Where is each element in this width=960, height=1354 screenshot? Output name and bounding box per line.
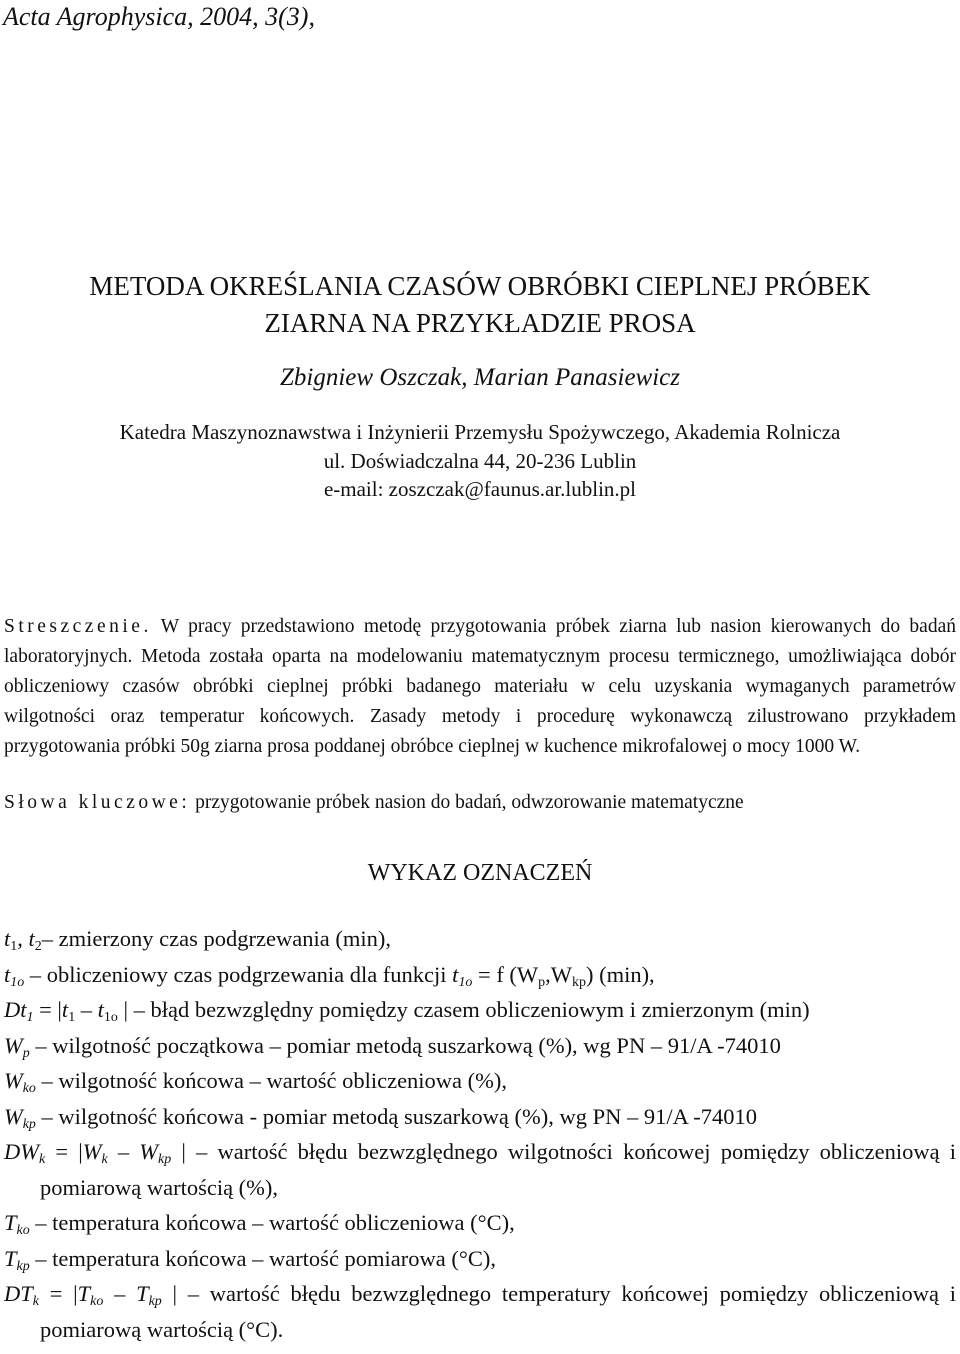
section-heading: WYKAZ OZNACZEŃ (367, 860, 593, 886)
abstract-text: W pracy przedstawiono metodę przygotowania próbek ziarna lub nasion kierowanych do badań laboratoryjnych. Metoda została oparta na modelowaniu matematycznym procesu termicznego, umożliwiająca dobór obliczeniowy czasów obróbki cieplnej próbki badanego materiału w celu uzyskania wymaganych parametrów wilgotności oraz temperatur końcowych. Zasady metody i procedurę wykonawczą zilustrowano przykładem przygotowania próbki 50g ziarna prosa poddanej obróbce cieplnej w kuchence mikrofalowej o mocy 1000 W. (4, 616, 956, 757)
symbol-list (4, 921, 956, 1347)
abstract (4, 612, 956, 762)
affiliation-line-1: Katedra Maszynoznawstwa i Inżynierii Przemysłu Spożywczego, Akademia Rolnicza (119, 420, 841, 444)
symbol-item-dw: $DW_k = |W_k - W_{kp}$ | – wartość błędu bezwzględnego wilgotności końcowej pomiędzy obliczeniową i pomiarową wartością (%), (4, 1139, 956, 1200)
symbol-item-dT: $DT_k = |T_{ko} - T_{kp}$ | – wartość błędu bezwzględnego temperatury końcowej pomiędzy obliczeniową i pomiarową wartością (°C). (4, 1281, 956, 1342)
journal-reference: Acta Agrophysica, 2004, 3(3), (3, 2, 315, 31)
symbol-item-wko: $W_{ko}$ – wilgotność końcowa – wartość obliczeniowa (%), (4, 1068, 508, 1097)
keywords (4, 788, 956, 818)
paper-title-line-2: ZIARNA NA PRZYKŁADZIE PROSA (264, 308, 696, 338)
symbol-item-tko: $T_{ko}$ – temperatura końcowa – wartość obliczeniowa (°C), (4, 1210, 515, 1239)
paper-title-line-1: METODA OKREŚLANIA CZASÓW OBRÓBKI CIEPLNEJ PRÓBEK (89, 271, 871, 301)
affiliation-line-2: ul. Doświadczalna 44, 20-236 Lublin (323, 449, 637, 473)
abstract-label: Streszczenie. (4, 616, 152, 637)
symbol-item-tkp: $T_{kp}$ – temperatura końcowa – wartość pomiarowa (°C), (4, 1245, 497, 1274)
symbol-item-wp: $W_p$ – wilgotność początkowa – pomiar metodą suszarkową (%), wg PN – 91/A -74010 (4, 1032, 781, 1061)
keywords-label: Słowa kluczowe: (4, 792, 191, 813)
symbol-item-t: $t_1$, $t_2-$ zmierzony czas podgrzewania (min), (4, 926, 391, 955)
affiliation-email: e-mail: zoszczak@faunus.ar.lublin.pl (323, 477, 637, 501)
symbol-item-dt: $Dt_1 = |t_1 - t_{1o}$ | – błąd bezwzględny pomiędzy czasem obliczeniowym i zmierzonym (min) (4, 997, 810, 1026)
authors: Zbigniew Oszczak, Marian Panasiewicz (280, 364, 680, 391)
keywords-text: przygotowanie próbek nasion do badań, odwzorowanie matematyczne (195, 792, 744, 813)
symbol-item-wkp: $W_{kp}$ – wilgotność końcowa - pomiar metodą suszarkową (%), wg PN – 91/A -74010 (4, 1103, 758, 1132)
symbol-item-t1o: $t_{1o}$ – obliczeniowy czas podgrzewania dla funkcji $t_{1o} = f$ $(W_p,W_{kp})$ (min), (4, 961, 655, 990)
